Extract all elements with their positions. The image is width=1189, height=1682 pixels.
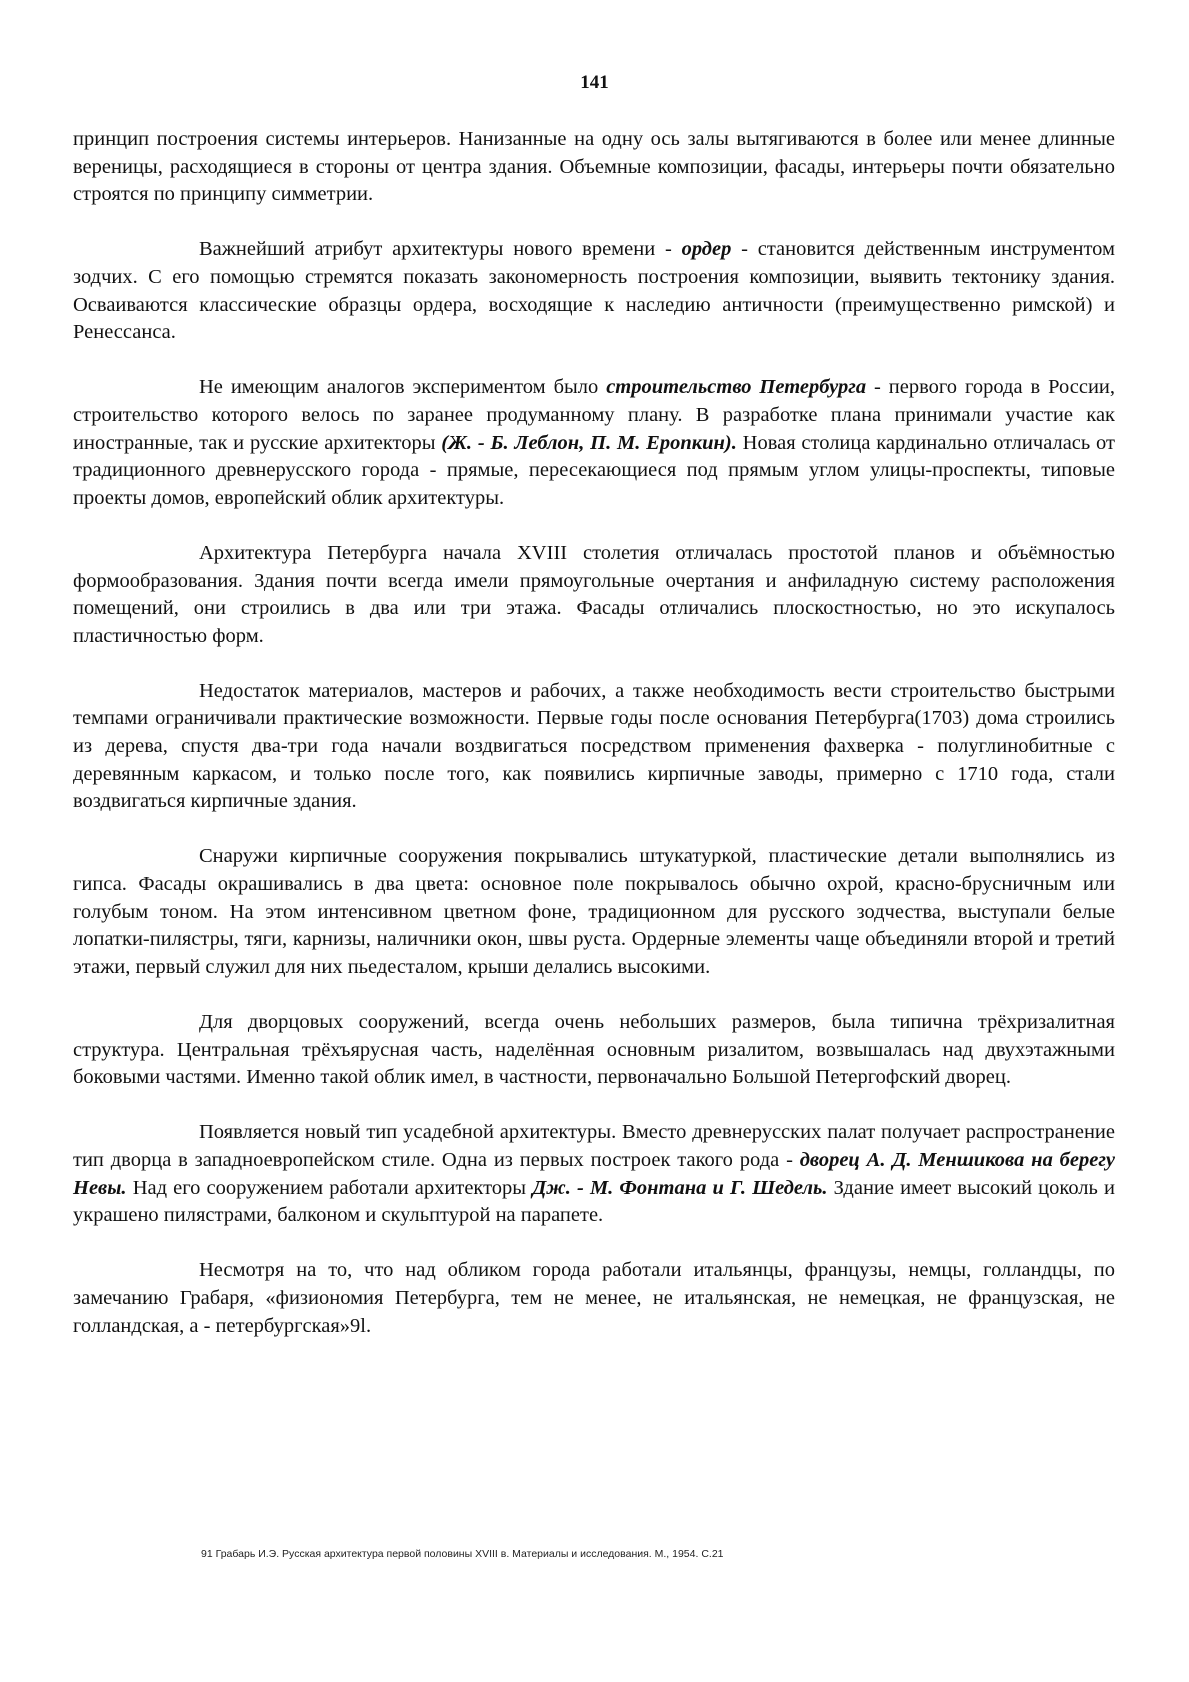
text-segment: Для дворцовых сооружений, всегда очень небольших размеров, была типична трёхризалитная структура. Центральная трёхъярусная часть, наделённая основным ризалитом, возвышалась над двухэтажными боковыми частями. Именно такой облик имел, в частности, первоначально Большой Петергофский дворец. [73,1011,1115,1089]
text-segment: Архитектура Петербурга начала XVIII столетия отличалась простотой планов и объёмностью формообразования. Здания почти всегда имели прямоугольные очертания и анфиладную систему расположения помещений, они строились в два или три этажа. Фасады отличались плоскостностью, но это искупалось пластичностью форм. [73,541,1115,647]
emphasized-text: Дж. - М. Фонтана и Г. Шедель. [532,1176,828,1199]
emphasized-text: ордер [681,238,732,261]
paragraph [73,1119,1115,1229]
text-segment: Появляется новый тип усадебной архитектуры. Вместо древнерусских палат получает распространение тип дворца в западноевропейском стиле. Одна из первых построек такого рода - [73,1121,1115,1171]
paragraph [73,374,1115,512]
footnote: 91 Грабарь И.Э. Русская архитектура первой половины XVIII в. Материалы и исследования. М., 1954. С.21 [201,1548,724,1560]
emphasized-text: дворец А. Д. Меншикова на берегу Невы. [73,1148,1116,1199]
emphasized-text: строительство Петербурга [606,376,867,399]
text-segment: Новая столица кардинально отличалась от традиционного древнерусского города - прямые, пересекающиеся под прямым углом улицы-проспекты, типовые проекты домов, европейский облик архитектуры. [73,431,1115,509]
paragraph [73,236,1115,346]
emphasized-text: (Ж. - Б. Леблон, П. М. Еропкин). [441,431,737,454]
paragraph [73,678,1115,816]
paragraph [73,540,1115,650]
text-segment: Не имеющим аналогов экспериментом было [199,376,607,399]
text-segment: Снаружи кирпичные сооружения покрывались штукатуркой, пластические детали выполнялись из гипса. Фасады окрашивались в два цвета: основное поле покрывалось обычно охрой, красно-брусничным или голубым тоном. На этом интенсивном цветном фоне, традиционном для русского зодчества, выступали белые лопатки-пилястры, тяги, карнизы, наличники окон, швы руста. Ордерные элементы чаще объединяли второй и третий этажи, первый служил для них пьедесталом, крыши делались высокими. [73,845,1115,978]
text-segment: Над его сооружением работали архитекторы [126,1176,533,1199]
page-number: 141 [580,72,609,93]
paragraph [73,126,1115,209]
text-segment: Несмотря на то, что над обликом города работали итальянцы, французы, немцы, голландцы, по замечанию Грабаря, «физиономия Петербурга, тем не менее, не итальянская, не немецкая, не французская, не голландская, а - петербургская»9l. [73,1259,1115,1337]
text-segment: принцип построения системы интерьеров. Нанизанные на одну ось залы вытягиваются в более или менее длинные вереницы, расходящиеся в стороны от центра здания. Объемные композиции, фасады, интерьеры почти обязательно строятся по принципу симметрии. [73,128,1115,206]
text-segment: - становится действенным инструментом зодчих. С его помощью стремятся показать закономерность построения композиции, выявить тектонику здания. Осваиваются классические образцы ордера, восходящие к наследию античности (преимущественно римской) и Ренессанса. [73,238,1115,344]
text-segment: Недостаток материалов, мастеров и рабочих, а также необходимость вести строительство быстрыми темпами ограничивали практические возможности. Первые годы после основания Петербурга(1703) дома строились из дерева, спустя два-три года начали воздвигаться посредством применения фахверка - полуглинобитные с деревянным каркасом, и только после того, как появились кирпичные заводы, примерно с 1710 года, стали воздвигаться кирпичные здания. [73,679,1115,813]
paragraph [73,1257,1115,1340]
paragraph [73,1009,1115,1092]
body-text [73,126,1115,1368]
text-segment: - первого города в России, строительство которого велось по заранее продуманному плану. В разработке плана принимали участие как иностранные, так и русские архитекторы [73,376,1116,454]
paragraph [73,843,1115,981]
text-segment: Здание имеет высокий цоколь и украшено пилястрами, балконом и скульптурой на парапете. [73,1176,1115,1227]
text-segment: Важнейший атрибут архитектуры нового времени - [199,238,682,261]
